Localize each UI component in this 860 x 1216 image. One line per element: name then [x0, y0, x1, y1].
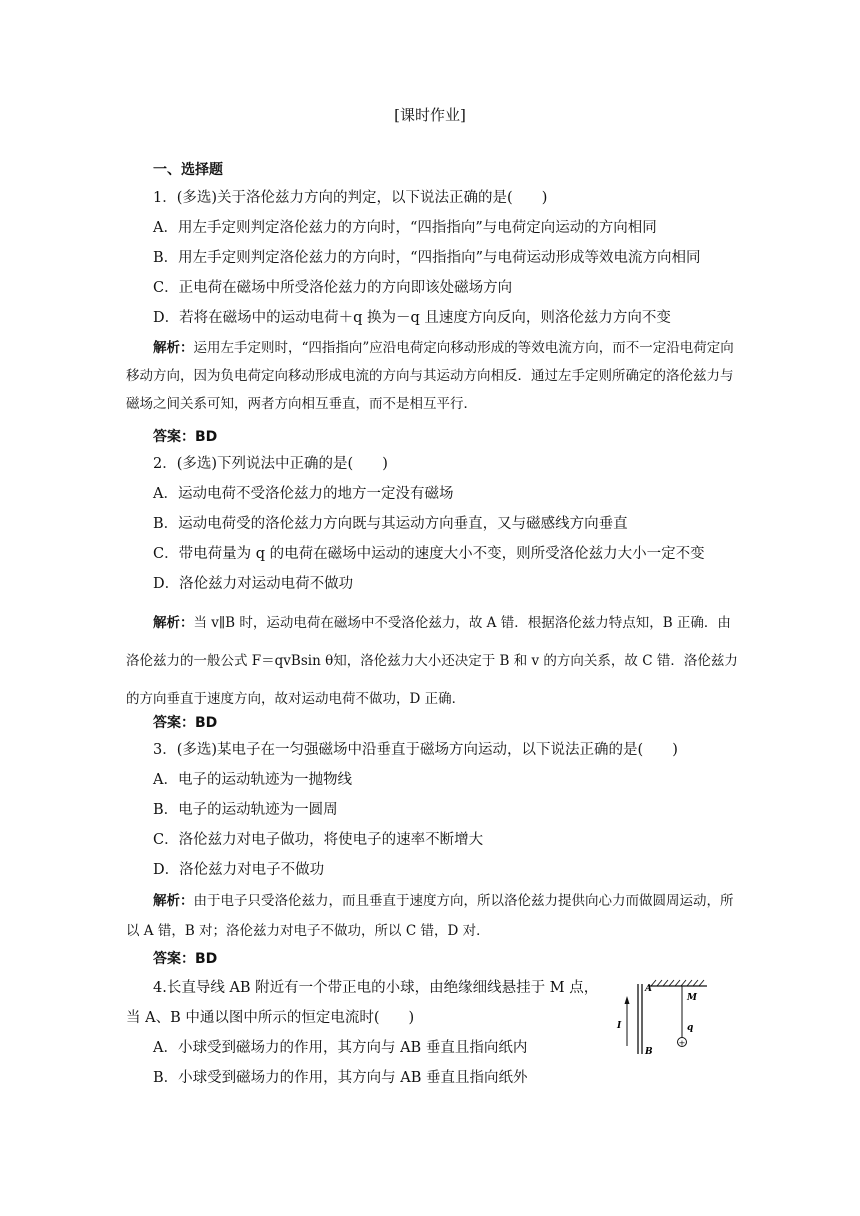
q3-analysis-label: 解析：	[153, 893, 194, 909]
q3-option-d: D．洛伦兹力对电子不做功	[153, 862, 325, 878]
label-m: M	[687, 993, 697, 1003]
q2-analysis-text: 当 v∥B 时，运动电荷在磁场中不受洛伦兹力，故 A 错．根据洛伦兹力特点知，B 正确．由洛伦兹力的一般公式 F＝qvBsin θ知，洛伦兹力大小还决定于 B 和 v 的方向关系，故 C 错．洛伦兹力的方向垂直于速度方向，故对运动电荷不做功，D 正确．	[126, 615, 738, 707]
q3-option-c: C．洛伦兹力对电子做功，将使电子的速率不断增大	[153, 832, 484, 848]
wire-and-ball-figure	[605, 978, 715, 1060]
q1-option-d: D．若将在磁场中的运动电荷＋q 换为－q 且速度方向反向，则洛伦兹力方向不变	[153, 310, 671, 326]
q3-analysis	[126, 886, 738, 946]
q1-answer	[153, 426, 217, 446]
q3-answer-text: 答案：BD	[153, 951, 218, 967]
q3-option-a: A．电子的运动轨迹为一抛物线	[153, 772, 352, 788]
q1-answer-text: 答案：BD	[153, 429, 218, 445]
q2-option-d: D．洛伦兹力对运动电荷不做功	[153, 576, 354, 592]
q4-stem-line2: 当 A、B 中通以图中所示的恒定电流时( )	[126, 1010, 415, 1026]
q2-analysis	[126, 604, 738, 718]
current-arrowhead	[625, 996, 630, 1004]
q2-option-b: B．运动电荷受的洛伦兹力方向既与其运动方向垂直，又与磁感线方向垂直	[153, 516, 628, 532]
q4-option-b: B．小球受到磁场力的作用，其方向与 AB 垂直且指向纸外	[153, 1070, 528, 1086]
label-i: I	[617, 1021, 622, 1031]
label-b: B	[645, 1047, 653, 1057]
q2-answer	[153, 712, 217, 732]
label-q: q	[687, 1023, 694, 1033]
q1-analysis-text: 运用左手定则时，“四指指向”应沿电荷定向移动形成的等效电流方向，而不一定沿电荷定向移动方向，因为负电荷定向移动形成电流的方向与其运动方向相反．通过左手定则所确定的洛伦兹力与磁场之间关系可知，两者方向相互垂直，而不是相互平行．	[126, 340, 734, 412]
q1-analysis-label: 解析：	[153, 340, 194, 356]
q1-option-b: B．用左手定则判定洛伦兹力的方向时，“四指指向”与电荷运动形成等效电流方向相同	[153, 250, 701, 266]
charge-sign: +	[678, 1038, 686, 1048]
q2-analysis-label: 解析：	[153, 615, 194, 631]
q2-stem: 2．(多选)下列说法中正确的是( )	[153, 456, 388, 472]
q4-option-a: A．小球受到磁场力的作用，其方向与 AB 垂直且指向纸内	[153, 1040, 528, 1056]
q1-analysis	[126, 334, 738, 418]
q1-stem: 1．(多选)关于洛伦兹力方向的判定，以下说法正确的是( )	[153, 190, 548, 206]
q3-analysis-text: 由于电子只受洛伦兹力，而且垂直于速度方向，所以洛伦兹力提供向心力而做圆周运动，所以 A 错，B 对；洛伦兹力对电子不做功，所以 C 错，D 对．	[126, 893, 734, 939]
label-a: A	[645, 984, 652, 994]
q3-stem: 3．(多选)某电子在一匀强磁场中沿垂直于磁场方向运动，以下说法正确的是( )	[153, 742, 678, 758]
q3-option-b: B．电子的运动轨迹为一圆周	[153, 802, 338, 818]
q2-option-c: C．带电荷量为 q 的电荷在磁场中运动的速度大小不变，则所受洛伦兹力大小一定不变	[153, 546, 705, 562]
q3-answer	[153, 948, 217, 968]
q1-option-a: A．用左手定则判定洛伦兹力的方向时，“四指指向”与电荷定向运动的方向相同	[153, 220, 657, 236]
q2-option-a: A．运动电荷不受洛伦兹力的地方一定没有磁场	[153, 486, 454, 502]
q4-stem-line1: 4.长直导线 AB 附近有一个带正电的小球，由绝缘细线悬挂于 M 点，	[153, 980, 599, 996]
ceiling-hatch	[651, 980, 704, 986]
page-title: [课时作业]	[394, 106, 466, 124]
section-heading: 一、选择题	[153, 162, 223, 178]
q2-answer-text: 答案：BD	[153, 715, 218, 731]
q1-option-c: C．正电荷在磁场中所受洛伦兹力的方向即该处磁场方向	[153, 280, 513, 296]
